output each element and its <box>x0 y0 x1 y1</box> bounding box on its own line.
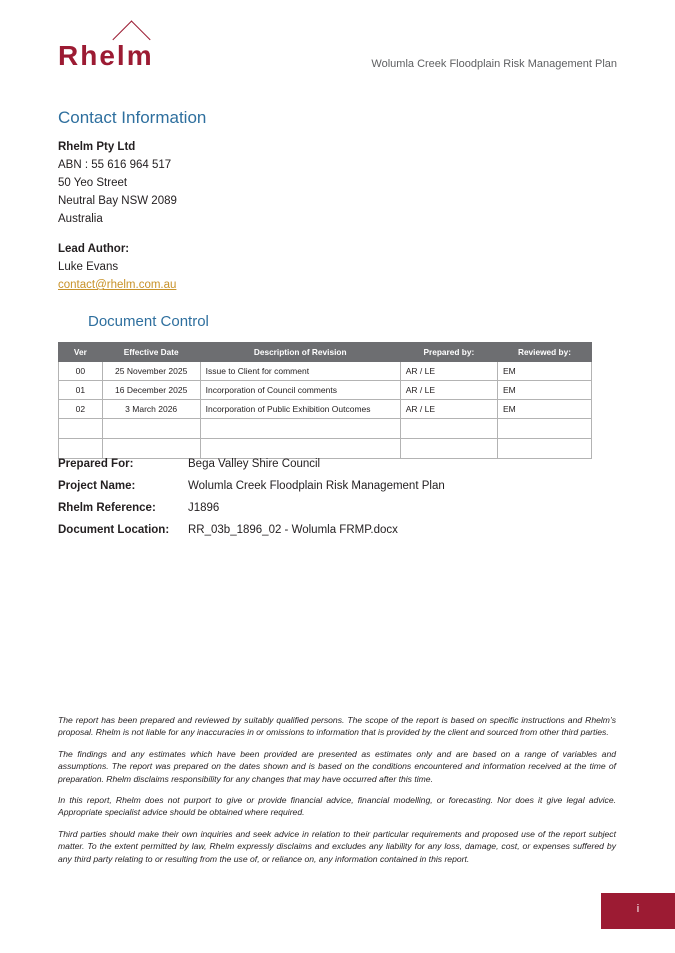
cell-date: 3 March 2026 <box>102 400 200 419</box>
table-header-row <box>59 343 592 362</box>
cell-ver: 00 <box>59 362 103 381</box>
logo-text-left: Rh <box>58 40 100 71</box>
column-header-reviewed-by: Reviewed by: <box>497 343 591 362</box>
cell-prepared-by: AR / LE <box>400 362 497 381</box>
lead-author-label: Lead Author: <box>58 243 130 255</box>
cell-description: Issue to Client for comment <box>200 362 400 381</box>
contact-information-heading: Contact Information <box>58 108 207 127</box>
disclaimer-paragraph-1: The report has been prepared and reviewed by suitably qualified persons. The scope of the report is based on specific instructions and Rhelm’s proposal. Rhelm is not liable for any inaccuracies in or omissions to information that is provided by the client and sourced from other third parties. <box>58 715 616 738</box>
contact-information-block <box>58 138 177 294</box>
cell-description: Incorporation of Public Exhibition Outcomes <box>200 400 400 419</box>
meta-label-prepared-for: Prepared For: <box>58 458 134 470</box>
column-header-description: Description of Revision <box>200 343 400 362</box>
cell-description <box>200 419 400 439</box>
logo-text-dot: l <box>116 40 127 71</box>
column-header-prepared-by: Prepared by: <box>400 343 497 362</box>
table-row <box>59 362 592 381</box>
document-meta-block <box>58 453 445 541</box>
table-row <box>59 381 592 400</box>
disclaimer-paragraph-2: The findings and any estimates which have been provided are presented as estimates only and are based on a range of variables and assumptions. The report was prepared on the dates shown and is based on the conditions encountered and information received at the time of preparation. Rhelm disclaims responsibility for any changes that may have occurred after this time. <box>58 748 616 784</box>
cell-ver: 02 <box>59 400 103 419</box>
contact-spacer <box>58 228 177 240</box>
company-country: Australia <box>58 213 103 225</box>
cell-date: 25 November 2025 <box>102 362 200 381</box>
page-header <box>58 36 617 90</box>
cell-ver: 01 <box>59 381 103 400</box>
company-name: Rhelm Pty Ltd <box>58 141 136 153</box>
footer-page-number: i <box>636 903 640 915</box>
header-document-title: Wolumla Creek Floodplain Risk Management Plan <box>371 58 617 70</box>
meta-value-location: RR_03b_1896_02 - Wolumla FRMP.docx <box>188 524 398 536</box>
rhelm-logo <box>58 42 154 70</box>
logo-text-right: m <box>126 40 154 71</box>
table-row-empty <box>59 419 592 439</box>
meta-value-reference: J1896 <box>188 502 220 514</box>
column-header-effective-date: Effective Date <box>102 343 200 362</box>
meta-label-location: Document Location: <box>58 524 170 536</box>
meta-row-location <box>58 519 445 541</box>
contact-email-link[interactable]: contact@rhelm.com.au <box>58 279 177 291</box>
document-control-table <box>58 342 592 459</box>
cell-prepared-by <box>400 419 497 439</box>
cell-reviewed-by: EM <box>497 362 591 381</box>
table-row <box>59 400 592 419</box>
cell-reviewed-by <box>497 419 591 439</box>
cell-prepared-by: AR / LE <box>400 381 497 400</box>
company-street: 50 Yeo Street <box>58 177 128 189</box>
cell-ver <box>59 419 103 439</box>
cell-prepared-by: AR / LE <box>400 400 497 419</box>
cell-description: Incorporation of Council comments <box>200 381 400 400</box>
company-suburb: Neutral Bay NSW 2089 <box>58 195 177 207</box>
document-control-heading: Document Control <box>88 313 209 330</box>
disclaimer-block <box>58 714 616 874</box>
cell-date: 16 December 2025 <box>102 381 200 400</box>
cell-reviewed-by: EM <box>497 400 591 419</box>
company-abn: ABN : 55 616 964 517 <box>58 159 172 171</box>
meta-value-prepared-for: Bega Valley Shire Council <box>188 458 321 470</box>
cell-date <box>102 419 200 439</box>
disclaimer-paragraph-4: Third parties should make their own inquiries and seek advice in relation to their particular requirements and proposed use of the report subject matter. To the extent permitted by law, Rhelm expressly disclaims and excludes any liability for any loss, damage, cost, or expenses suffered by any third party relating to or resulting from the use of, or reliance on, any information contained in this report. <box>58 828 616 864</box>
meta-row-reference <box>58 497 445 519</box>
meta-value-project-name: Wolumla Creek Floodplain Risk Management Plan <box>188 480 445 492</box>
meta-row-prepared-for <box>58 453 445 475</box>
disclaimer-paragraph-3: In this report, Rhelm does not purport to give or provide financial advice, financial modelling, or forecasting. Nor does it give legal advice. Appropriate specialist advice should be obtained where required. <box>58 795 616 818</box>
lead-author-name: Luke Evans <box>58 261 119 273</box>
cell-reviewed-by: EM <box>497 381 591 400</box>
cell-reviewed-by <box>497 439 591 459</box>
logo-text-mid: e <box>99 40 117 71</box>
meta-label-reference: Rhelm Reference: <box>58 502 156 514</box>
meta-label-project-name: Project Name: <box>58 480 136 492</box>
column-header-ver: Ver <box>59 343 103 362</box>
meta-row-project-name <box>58 475 445 497</box>
